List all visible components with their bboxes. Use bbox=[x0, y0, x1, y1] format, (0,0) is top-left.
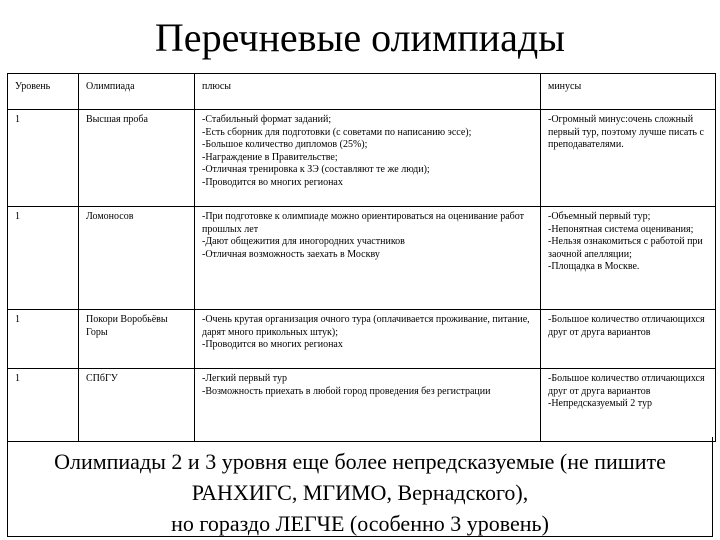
cell-olympiad: СПбГУ bbox=[79, 369, 195, 442]
header-cons: минусы bbox=[541, 74, 716, 110]
cell-level: 1 bbox=[8, 207, 79, 310]
header-level: Уровень bbox=[8, 74, 79, 110]
cell-cons: -Объемный первый тур; -Непонятная система оценивания; -Нельзя ознакомиться с работой при заочной апелляции; -Площадка в Москве. bbox=[541, 207, 716, 310]
cell-cons: -Огромный минус:очень сложный первый тур, поэтому лучше писать с преподавателями. bbox=[541, 110, 716, 207]
cell-cons: -Большое количество отличающихся друг от друга вариантов bbox=[541, 310, 716, 369]
footer-note bbox=[7, 437, 713, 537]
olympiads-table bbox=[7, 73, 716, 442]
header-pros: плюсы bbox=[195, 74, 541, 110]
slide-title: Перечневые олимпиады bbox=[154, 15, 566, 60]
table-row bbox=[8, 369, 716, 442]
footer-line: но гораздо ЛЕГЧЕ (особенно 3 уровень) bbox=[171, 511, 549, 536]
cell-olympiad: Ломоносов bbox=[79, 207, 195, 310]
cell-level: 1 bbox=[8, 369, 79, 442]
cell-pros: -При подготовке к олимпиаде можно ориентироваться на оценивание работ прошлых лет -Дают общежития для иногородних участников -Отличная возможность заехать в Москву bbox=[195, 207, 541, 310]
cell-level: 1 bbox=[8, 310, 79, 369]
table-row bbox=[8, 207, 716, 310]
cell-olympiad: Покори Воробьёвы Горы bbox=[79, 310, 195, 369]
cell-level: 1 bbox=[8, 110, 79, 207]
table-header-row bbox=[8, 74, 716, 110]
cell-olympiad: Высшая проба bbox=[79, 110, 195, 207]
cell-pros: -Очень крутая организация очного тура (оплачивается проживание, питание, дарят много прикольных штук); -Проводится во многих регионах bbox=[195, 310, 541, 369]
cell-pros: -Стабильный формат заданий; -Есть сборник для подготовки (с советами по написанию эссе); -Большое количество дипломов (25%); -Награждение в Правительстве; -Отличная тренировка к ЗЭ (составляют те же люди); -Проводится во многих регионах bbox=[195, 110, 541, 207]
cell-pros: -Легкий первый тур -Возможность приехать в любой город проведения без регистрации bbox=[195, 369, 541, 442]
footer-line: Олимпиады 2 и 3 уровня еще более непредсказуемые (не пишите bbox=[54, 449, 666, 474]
table-row bbox=[8, 110, 716, 207]
footer-line: РАНХИГС, МГИМО, Вернадского), bbox=[191, 480, 529, 505]
header-olympiad: Олимпиада bbox=[79, 74, 195, 110]
cell-cons: -Большое количество отличающихся друг от друга вариантов -Непредсказуемый 2 тур bbox=[541, 369, 716, 442]
table-row bbox=[8, 310, 716, 369]
